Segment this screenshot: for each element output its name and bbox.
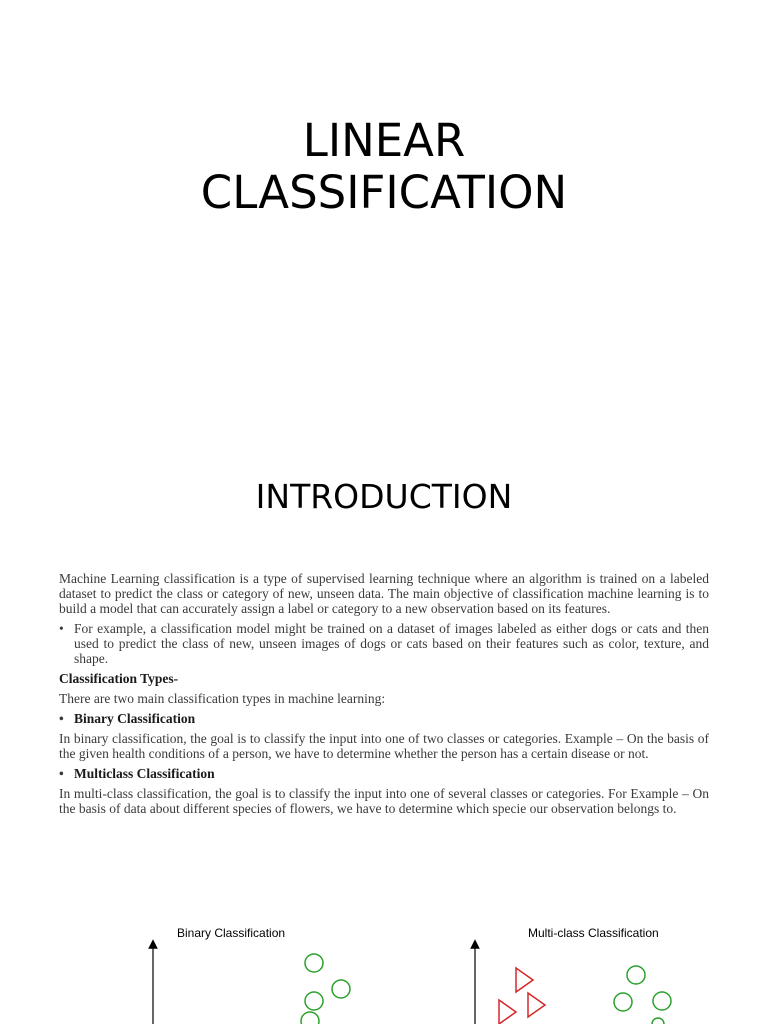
binary-circle-point (305, 954, 323, 972)
bullet-glyph: • (59, 711, 64, 726)
multiclass-circle-point (652, 1018, 664, 1024)
bullet-glyph: • (59, 766, 64, 781)
multiclass-triangles (499, 968, 545, 1024)
example-bullet-text: For example, a classification model might be trained on a dataset of images labeled as either dogs or cats and then used to predict the class of new, unseen images of dogs or cats based on their features such as color, texture, and shape. (74, 621, 709, 666)
multiclass-bullet (59, 766, 709, 781)
binary-figure-title: Binary Classification (177, 926, 286, 940)
multiclass-label: Multiclass Classification (74, 766, 215, 781)
slide-title (0, 115, 768, 219)
multiclass-triangle-point (499, 1000, 516, 1024)
classification-types-intro: There are two main classification types in machine learning: (59, 691, 386, 706)
multiclass-triangle-point (516, 968, 533, 992)
binary-label: Binary Classification (74, 711, 196, 726)
multiclass-figure-title: Multi-class Classification (528, 926, 659, 940)
bullet-glyph: • (59, 621, 64, 636)
title-line-2: CLASSIFICATION (200, 166, 568, 219)
intro-paragraph: Machine Learning classification is a type of supervised learning technique where an algorithm is trained on a labeled dataset to predict the class or category of new, unseen data. The main objective of classification machine learning is to build a model that can accurately assign a label or category to a new observation based on its features. (59, 571, 709, 616)
binary-circle-point (332, 980, 350, 998)
classification-figure (0, 900, 768, 1024)
binary-bullet (59, 711, 709, 726)
multiclass-triangle-point (528, 993, 545, 1017)
introduction-heading: INTRODUCTION (255, 477, 513, 516)
multiclass-circle-point (627, 966, 645, 984)
introduction-body (59, 571, 709, 821)
multiclass-circles (614, 966, 671, 1024)
binary-circle-point (301, 1012, 319, 1024)
title-line-1: LINEAR (302, 114, 466, 167)
binary-text: In binary classification, the goal is to classify the input into one of two classes or categories. Example – On the basis of the given health conditions of a person, we have to determine whether the person has a certain disease or not. (59, 731, 709, 761)
binary-circles (301, 954, 350, 1024)
multiclass-circle-point (614, 993, 632, 1011)
multiclass-text: In multi-class classification, the goal is to classify the input into one of several classes or categories. For Example – On the basis of data about different species of flowers, we have to determine which specie our observation belongs to. (59, 786, 709, 816)
classification-types-heading: Classification Types- (59, 671, 179, 686)
binary-circle-point (305, 992, 323, 1010)
example-bullet (59, 621, 709, 666)
multiclass-circle-point (653, 992, 671, 1010)
